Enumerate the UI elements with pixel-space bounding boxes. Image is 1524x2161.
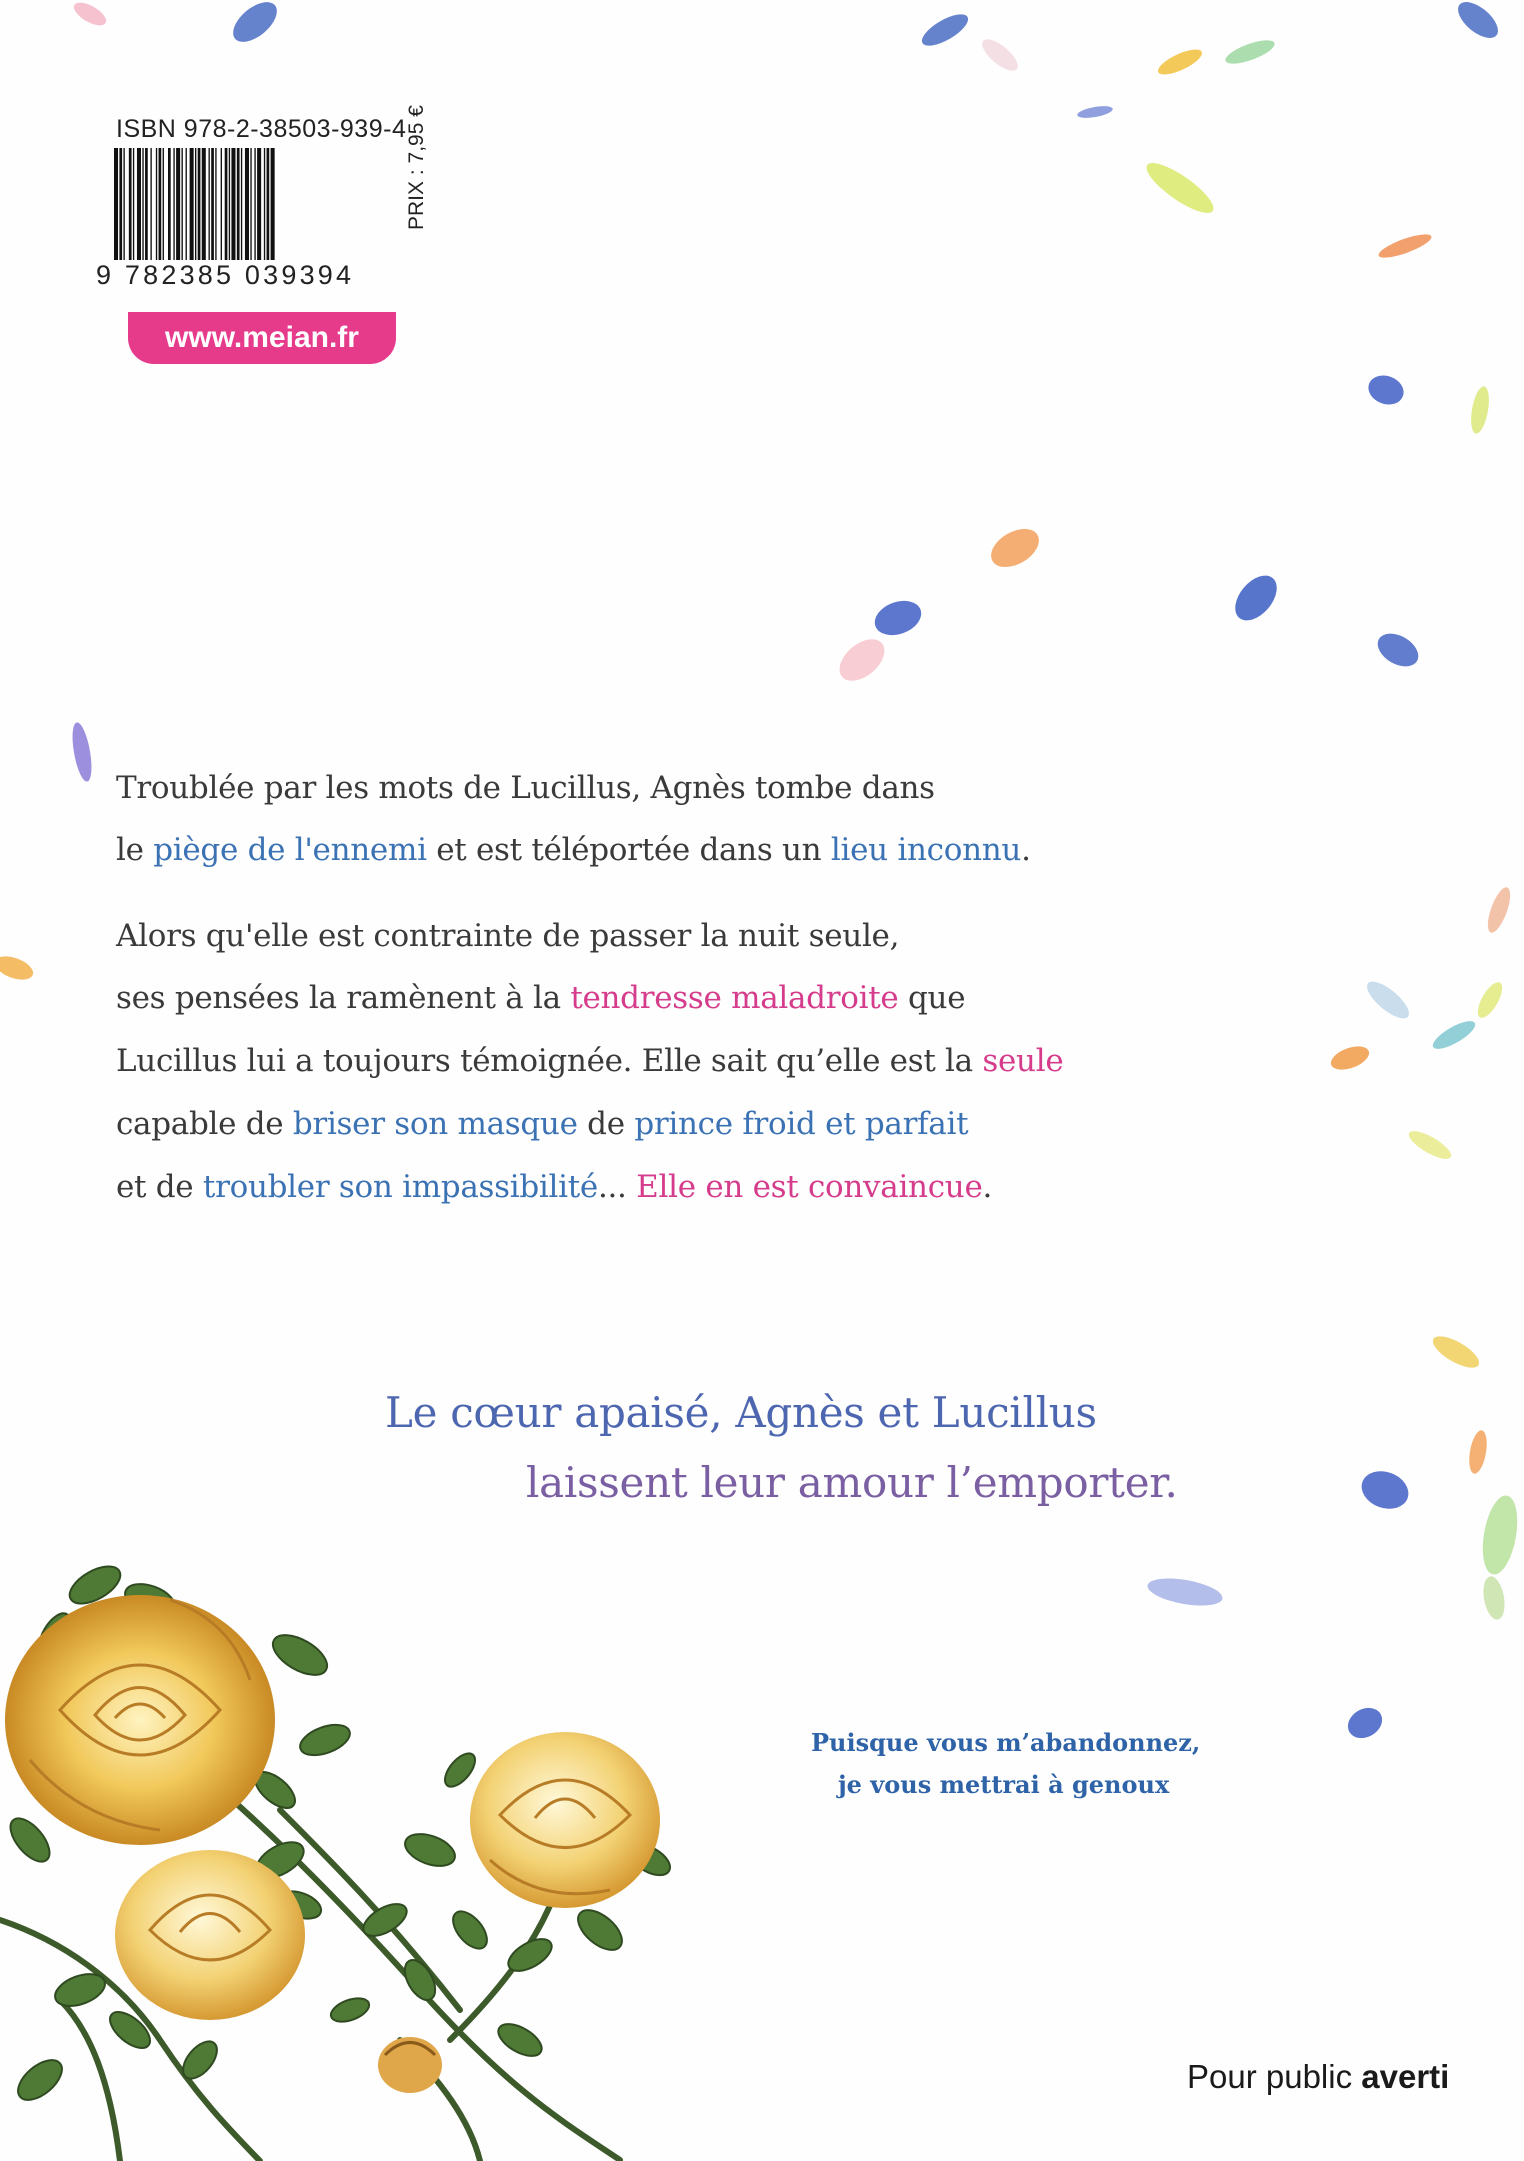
petal-icon [70, 0, 109, 30]
synopsis-highlight: troubler son impassibilité [202, 1169, 598, 1205]
petal-icon [977, 34, 1022, 76]
petal-icon [1155, 45, 1205, 80]
synopsis-text: Alors qu'elle est contrainte de passer la nuit seule, [116, 918, 900, 954]
audience-label [1187, 2058, 1449, 2096]
subtitle-line-1: Puisque vous m’abandonnez, [811, 1728, 1201, 1757]
synopsis-text: et de [116, 1169, 203, 1205]
petal-icon [1473, 979, 1507, 1022]
synopsis-line [116, 770, 935, 806]
synopsis-line [116, 918, 899, 954]
petal-icon [0, 952, 36, 984]
petal-icon [1428, 1330, 1483, 1373]
synopsis-highlight: tendresse maladroite [570, 980, 899, 1016]
synopsis-highlight: piège de l'ennemi [153, 832, 427, 868]
petal-icon [832, 631, 892, 689]
leaf-icon [11, 2053, 69, 2108]
tagline-line-2: laissent leur amour l’emporter. [526, 1458, 1178, 1507]
synopsis-line [116, 1043, 1063, 1079]
petal-icon [984, 521, 1045, 575]
leaf-icon [104, 2005, 156, 2054]
website-link[interactable]: www.meian.fr [128, 312, 396, 364]
leaf-icon [3, 1812, 56, 1869]
synopsis-highlight: prince froid et parfait [634, 1106, 969, 1142]
subtitle-line-2: je vous mettrai à genoux [838, 1770, 1170, 1799]
rose-bud [378, 2037, 442, 2093]
isbn-text: ISBN 978-2-38503-939-4 [116, 115, 407, 143]
petal-icon [1364, 371, 1407, 410]
synopsis-text: . [1021, 832, 1031, 868]
synopsis-text: le [116, 832, 154, 868]
synopsis-line [116, 832, 1031, 868]
synopsis-text: et est téléportée dans un [426, 832, 831, 868]
petal-icon [1227, 568, 1285, 628]
petal-icon [1362, 976, 1415, 1025]
petal-icon [1328, 1042, 1372, 1074]
leaf-icon [493, 2018, 547, 2063]
petal-icon [1372, 627, 1424, 673]
price-text: PRIX : 7,95 € [405, 105, 428, 230]
petal-icon [1405, 1126, 1455, 1164]
synopsis-text: Lucillus lui a toujours témoignée. Elle sait qu’elle est la [116, 1043, 983, 1079]
petal-icon [1140, 155, 1219, 221]
leaf-icon [296, 1719, 354, 1761]
synopsis-text: capable de [116, 1106, 293, 1142]
synopsis-text: ses pensées la ramènent à la [116, 980, 571, 1016]
synopsis-text: de [577, 1106, 635, 1142]
leaf-icon [267, 1627, 334, 1683]
audience-bold: averti [1361, 2058, 1450, 2095]
petal-icon [1076, 104, 1113, 120]
petal-icon [69, 721, 95, 783]
leaf-icon [439, 1748, 480, 1791]
petal-icon [1466, 1429, 1489, 1475]
synopsis-line [116, 980, 965, 1016]
petal-icon [917, 8, 972, 51]
barcode-icon [114, 148, 414, 260]
petal-icon [1223, 36, 1277, 69]
synopsis-line [116, 1106, 968, 1142]
audience-prefix: Pour public [1187, 2058, 1362, 2095]
petal-icon [1483, 885, 1514, 936]
synopsis-highlight: Elle en est convaincue [636, 1169, 983, 1205]
synopsis-text: ... [597, 1169, 637, 1205]
leaf-icon [447, 1905, 494, 1954]
barcode-digits: 9 782385 039394 [96, 260, 355, 290]
synopsis-highlight: briser son masque [292, 1106, 578, 1142]
petal-icon [870, 595, 926, 641]
petal-icon [1468, 385, 1492, 435]
leaf-icon [401, 1828, 459, 1872]
petal-icon [1356, 1465, 1413, 1515]
synopsis-text: . [982, 1169, 993, 1205]
petal-icon [226, 0, 284, 49]
synopsis-text: que [898, 980, 966, 1016]
tagline-line-1: Le cœur apaisé, Agnès et Lucillus [385, 1388, 1097, 1437]
rose-medium [115, 1850, 305, 2020]
barcode-block [96, 110, 436, 310]
petal-icon [1452, 0, 1504, 45]
synopsis-highlight: lieu inconnu [830, 832, 1022, 868]
leaf-icon [328, 1994, 372, 2026]
synopsis-line [116, 1169, 992, 1205]
leaf-icon [571, 1903, 629, 1958]
rose-large [5, 1595, 275, 1845]
petal-icon [1376, 230, 1433, 262]
rose-small [470, 1732, 660, 1908]
synopsis-text: Troublée par les mots de Lucillus, Agnès tombe dans [116, 770, 935, 806]
synopsis-highlight: seule [982, 1043, 1064, 1079]
petal-icon [1429, 1016, 1479, 1054]
